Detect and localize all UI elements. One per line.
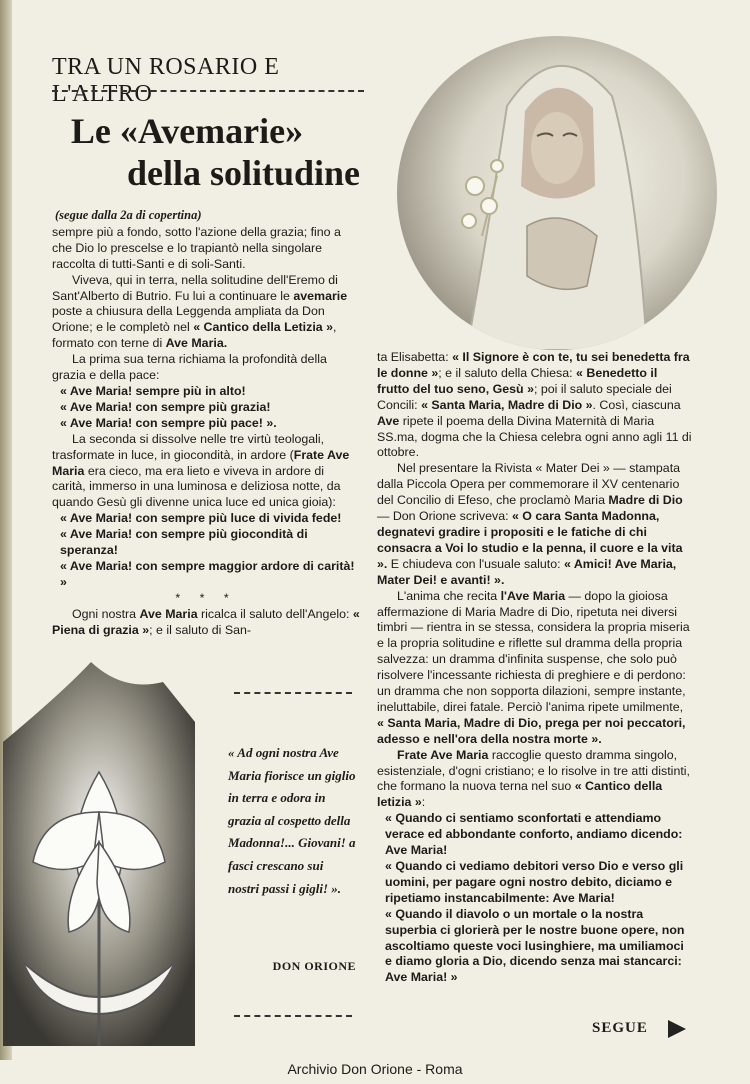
lily-illustration <box>3 662 195 1046</box>
continued-note: (segue dalla 2a di copertina) <box>55 208 202 222</box>
col1-paragraph-1: sempre più a fondo, sotto l'azione della grazia; fino a che Dio lo prescelse e lo trapiantò nella singolare raccolta di tutti-Santi e di soli-Santi. <box>52 224 341 271</box>
title-line-1: Le «Avemarie» <box>70 111 304 151</box>
title-line-2: della solitudine <box>126 153 360 193</box>
col2-paragraph-2: Nel presentare la Rivista « Mater Dei » — stampata dalla Piccola Opera per commemorare il XV centenario del Concilio di Efeso, che proclamò Maria Madre di Dio — Don Orione scriveva: « O cara Santa Madonna, degnatevi gradire i propositi e le fatiche di chi consacra a Voi lo studio e la penna, il cuore e la vita ». E chiudeva con l'usuale saluto: « Amici! Ave Maria, Mater Dei! e avanti! ». <box>377 461 683 587</box>
col2-quote-2: « Quando ci vediamo debitori verso Dio e verso gli uomini, per pagare ogni nostro debito, diciamo e ripetiamo instancabilmente: Ave Maria! <box>385 859 684 905</box>
col1-quote-6: « Ave Maria! con sempre maggior ardore di carità! » <box>60 558 355 589</box>
col1-quote-3: « Ave Maria! con sempre più pace! ». <box>60 415 277 430</box>
segue-label: SEGUE <box>592 1020 648 1036</box>
col1-quote-4: « Ave Maria! con sempre più luce di vivida fede! <box>60 511 342 526</box>
don-orione-quote: « Ad ogni nostra Ave Maria fiorisce un giglio in terra e odora in grazia al cospetto della Madonna!... Giovani! a fasci crescano sui nostri passi i gigli! ». <box>228 745 356 896</box>
column-right <box>377 350 692 986</box>
col2-paragraph-3: L'anima che recita l'Ave Maria — dopo la gioiosa affermazione di Maria Madre di Dio, ripetuta nei diversi timbri — rientra in se stessa, considera la propria miseria e la propria solitudine e riflette sul dramma della propria salvezza: un dramma d'infinita suspense, che solo può risolvere l'incessante richiesta di preghiere e di perdono: un dramma che non sopporta dilazioni, sempre instante, ineluttabile, direi fatale. Perciò l'anima ripete umilmente, « Santa Maria, Madre di Dio, prega per noi peccatori, adesso e nell'ora della nostra morte ». <box>377 588 690 746</box>
quote-dashed-rule-bottom <box>234 1015 352 1017</box>
section-separator: * * * <box>175 590 237 605</box>
archive-footer: Archivio Don Orione - Roma <box>287 1061 463 1077</box>
col1-paragraph-5: Ogni nostra Ave Maria ricalca il saluto dell'Angelo: « Piena di grazia »; e il saluto di San- <box>52 606 360 637</box>
arrow-right-icon <box>666 1019 688 1039</box>
quote-dashed-rule-top <box>234 692 352 694</box>
col2-paragraph-1: ta Elisabetta: « Il Signore è con te, tu sei benedetta fra le donne »; e il saluto della Chiesa: « Benedetto il frutto del tuo seno, Gesù »; poi il saluto speciale dei Concili: « Santa Maria, Madre di Dio ». Così, ciascuna Ave ripete il poema della Divina Maternità di Maria SS.ma, dogma che la Chiesa celebra ogni anno agli 11 di ottobre. <box>377 350 692 460</box>
madonna-medallion-image <box>397 36 717 350</box>
quote-author: DON ORIONE <box>272 959 356 973</box>
col1-paragraph-2: Viveva, qui in terra, nella solitudine dell'Eremo di Sant'Alberto di Butrio. Fu lui a continuare le avemarie poste a chiusura della Leggenda ampliata da Don Orione; e le completò nel « Cantico della Letizia », formato con terne di Ave Maria. <box>52 272 348 351</box>
article-title <box>52 110 362 194</box>
col2-paragraph-4: Frate Ave Maria raccoglie questo dramma singolo, esistenziale, d'ogni cristiano; e lo risolve in tre atti distinti, che formano la nuova terna nel suo « Cantico della letizia »: <box>377 747 690 810</box>
col1-quote-2: « Ave Maria! con sempre più grazia! <box>60 399 271 414</box>
col2-quote-3: « Quando il diavolo o un mortale o la nostra superbia ci glorierà per le nostre buone opere, non ascoltiamo queste voci lusinghiere, ma umiliamoci e diamo gloria a Dio, dicendo senza mai stancarci: Ave Maria! » <box>385 906 685 985</box>
col1-paragraph-3: La prima sua terna richiama la profondità della grazia e della pace: <box>52 352 327 383</box>
col1-quote-5: « Ave Maria! con sempre più giocondità di speranza! <box>60 527 308 558</box>
col1-quote-1: « Ave Maria! sempre più in alto! <box>60 383 246 398</box>
col2-quote-1: « Quando ci sentiamo sconfortati e attendiamo veracе ed abbondante conforto, andiamo dicendo: Ave Maria! <box>385 811 683 858</box>
col1-paragraph-4: La seconda si dissolve nelle tre virtù teologali, trasformate in luce, in giocondità, in ardore (Frate Ave Maria era cieco, ma era lieto e viveva in ardore di carità, immerso in una luminosa e deliziosa notte, da quando Gesù gli divenne unica luce ed unica gioia): <box>52 431 350 510</box>
header-dashed-rule <box>52 90 364 92</box>
section-header: TRA UN ROSARIO E L'ALTRO <box>52 54 280 107</box>
column-left <box>52 208 360 638</box>
